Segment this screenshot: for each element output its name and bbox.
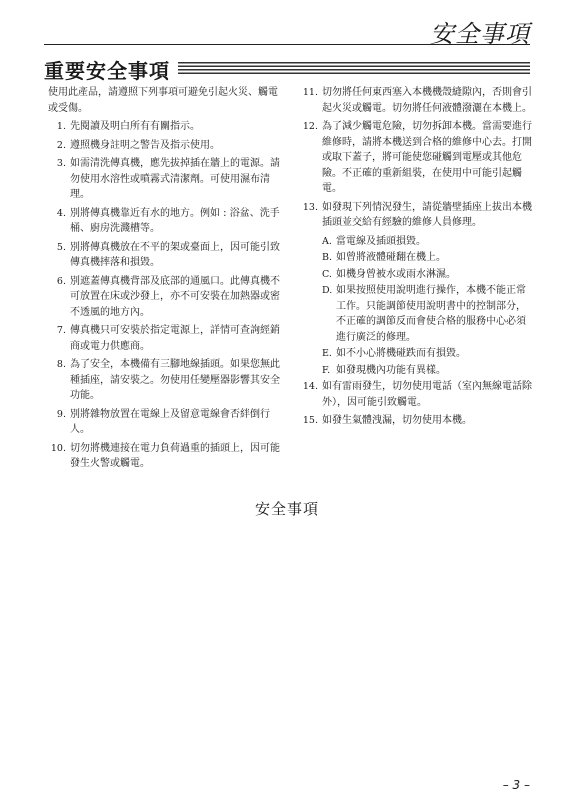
item-text: 為了安全，本機備有三腳地線插頭。如果您無此種插座，請安裝之。勿使用任變壓器影響其安全功能。 bbox=[70, 359, 280, 401]
item-number: E. bbox=[322, 348, 332, 359]
item-text: 如發現下列情況發生，請從牆壁插座上拔出本機插頭並交給有經驗的維修人員修理。 bbox=[322, 201, 532, 228]
item-number: 4. bbox=[56, 207, 66, 219]
list-item bbox=[300, 413, 532, 429]
list-item bbox=[300, 85, 532, 116]
item-number: 3. bbox=[56, 158, 66, 169]
right-column bbox=[300, 85, 532, 432]
item-number: 11. bbox=[302, 87, 318, 98]
item-number: 14. bbox=[302, 381, 318, 392]
item-text: 先閱讀及明白所有有關指示。 bbox=[70, 121, 200, 132]
item-number: 15. bbox=[302, 415, 318, 426]
item-text: 如有雷雨發生，切勿使用電話（室內無線電話除外），因可能引致觸電。 bbox=[322, 381, 532, 408]
item-text: 遵照機身註明之警告及指示使用。 bbox=[70, 139, 220, 151]
item-number: 6. bbox=[56, 275, 66, 287]
footer-title: 安全事項 bbox=[254, 500, 319, 518]
item-text: 別將傳真機靠近有水的地方。例如 : 浴盆、洗手桶、廚房洗濺槽等。 bbox=[70, 207, 280, 234]
item-number: 10. bbox=[50, 442, 66, 454]
item-number: 9. bbox=[56, 408, 66, 420]
list-item bbox=[48, 407, 280, 438]
item-number: A. bbox=[322, 235, 332, 247]
list-item bbox=[300, 119, 532, 197]
item-number: C. bbox=[322, 268, 332, 280]
item-number: 7. bbox=[56, 325, 66, 336]
list-item bbox=[48, 240, 280, 271]
sub-list-item bbox=[322, 346, 532, 362]
item-number: D. bbox=[322, 285, 333, 296]
item-text: 如曾將液體碰翻在機上。 bbox=[336, 252, 446, 263]
sub-list-item bbox=[322, 234, 532, 250]
list-item bbox=[48, 323, 280, 354]
list-item bbox=[48, 138, 280, 154]
list-item bbox=[48, 119, 280, 135]
item-text: 別將雜物放置在電線上及留意電線會否絆倒行人。 bbox=[70, 408, 270, 435]
section-title-decoration bbox=[178, 62, 530, 76]
list-item bbox=[300, 200, 532, 231]
item-text: 如機身曾被水或雨水淋濕。 bbox=[336, 268, 456, 280]
section-title: 重要安全事項 bbox=[44, 59, 170, 83]
list-item bbox=[48, 156, 280, 203]
item-number: 12. bbox=[302, 121, 318, 132]
item-number: 2. bbox=[56, 139, 66, 151]
sub-list-item bbox=[322, 363, 532, 379]
sub-item-list bbox=[300, 234, 532, 379]
item-text: 別將傳真機放在不平的架或臺面上，因可能引致傳真機摔落和損毀。 bbox=[70, 241, 280, 268]
item-number: 5. bbox=[56, 241, 66, 253]
item-number: 13. bbox=[302, 201, 318, 213]
item-text: 傳真機只可安裝於指定電源上，詳情可查詢經銷商或電力供應商。 bbox=[70, 325, 280, 352]
item-text: 當電線及插頭損毀。 bbox=[336, 235, 426, 247]
list-item bbox=[48, 357, 280, 404]
list-item bbox=[300, 379, 532, 410]
header-rule bbox=[44, 44, 530, 45]
sub-list-item bbox=[322, 250, 532, 266]
list-item bbox=[48, 274, 280, 321]
item-text: 如果按照使用說明進行操作，本機不能正常工作。只能調節使用說明書中的控制部分，不正確的調節反而會使合格的服務中心必須進行廣泛的修理。 bbox=[336, 285, 526, 343]
item-text: 如需清洗傳真機，應先拔掉插在牆上的電源。請勿使用水溶性或噴霧式清潔劑。可使用濕布清理。 bbox=[70, 158, 280, 200]
item-number: 8. bbox=[56, 359, 66, 370]
item-text: 別遮蓋傳真機背部及底部的通風口。此傳真機不可放置在床或沙發上，亦不可安裝在加熱器或密不透風的地方內。 bbox=[70, 275, 280, 318]
item-text: 如發生氣體洩漏，切勿使用本機。 bbox=[322, 415, 472, 426]
item-text: 切勿將機連接在電力負荷過重的插頭上，因可能發生火警或觸電。 bbox=[70, 442, 280, 469]
page-number: – 3 – bbox=[502, 778, 530, 792]
left-column bbox=[48, 85, 280, 475]
sub-list-item bbox=[322, 283, 532, 345]
item-number: B. bbox=[322, 252, 333, 263]
sub-list-item bbox=[322, 267, 532, 283]
item-text: 如發現機內功能有異樣。 bbox=[336, 364, 446, 376]
item-text: 為了減少觸電危險，切勿拆卸本機。當需要進行維修時，請將本機送到合格的維修中心去。打開或取下蓋子，將可能使您碰觸到電壓或其他危險。不正確的重新組裝，在使用中可能引起觸電。 bbox=[322, 121, 532, 194]
header-title: 安全事項 bbox=[430, 20, 530, 48]
item-number: 1. bbox=[56, 121, 66, 132]
intro-paragraph: 使用此產品，請遵照下列事項可避免引起火災、觸電或受傷。 bbox=[48, 87, 278, 114]
item-number: F. bbox=[322, 364, 331, 376]
list-item bbox=[48, 441, 280, 472]
list-item bbox=[48, 206, 280, 237]
left-item-list bbox=[48, 119, 280, 472]
item-text: 如不小心將機碰跌而有損毀。 bbox=[336, 348, 466, 359]
item-text: 切勿將任何東西塞入本機機殼縫隙內，否則會引起火災或觸電。切勿將任何液體潑灑在本機上。 bbox=[322, 87, 532, 114]
right-item-list bbox=[300, 85, 532, 231]
right-item-list-after bbox=[300, 379, 532, 429]
